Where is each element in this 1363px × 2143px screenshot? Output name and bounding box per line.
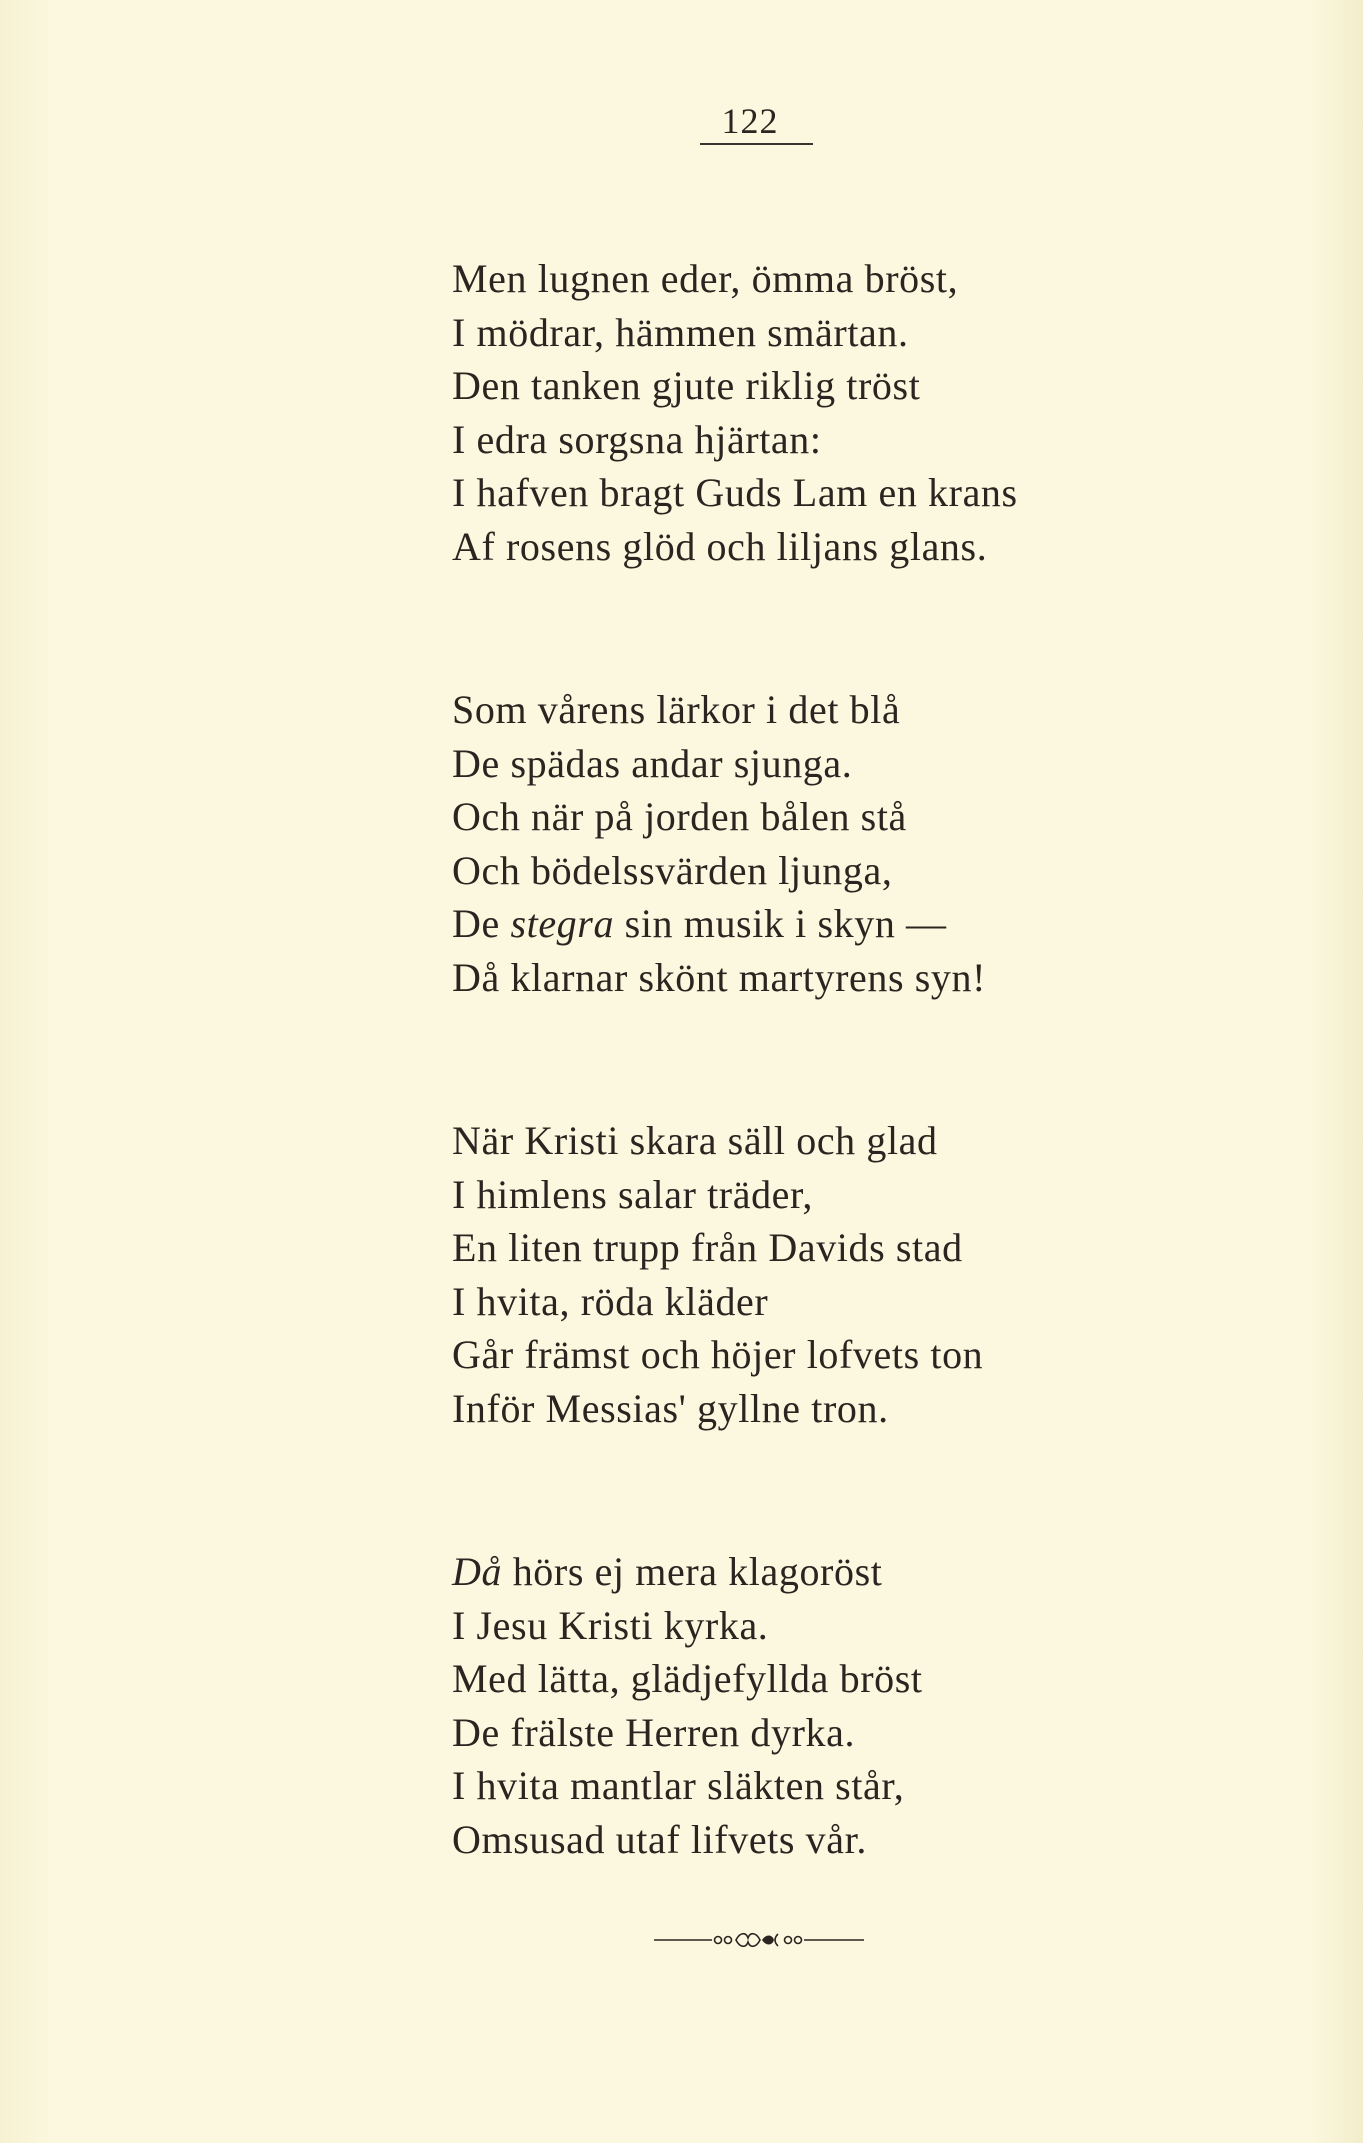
poem-line <box>452 1545 1292 1599</box>
page-number-rule <box>700 143 813 145</box>
stanza-1 <box>452 252 1292 573</box>
stanza-3 <box>452 1114 1292 1435</box>
poem-line: Inför Messias' gyllne tron. <box>452 1385 889 1431</box>
page-number: 122 <box>721 101 779 141</box>
poem <box>452 252 1292 1976</box>
poem-line: I edra sorgsna hjärtan: <box>452 416 822 462</box>
poem-line: I hvita, röda kläder <box>452 1278 769 1324</box>
poem-line: Som vårens lärkor i det blå <box>452 687 901 732</box>
poem-line: I hvita mantlar släkten står, <box>452 1763 905 1808</box>
poem-line: I mödrar, hämmen smärtan. <box>452 309 909 355</box>
poem-line: Af rosens glöd och liljans glans. <box>452 523 988 569</box>
italic-word: stegra <box>510 901 615 946</box>
poem-line: Med lätta, glädjefyllda bröst <box>452 1656 923 1701</box>
poem-line: Går främst och höjer lofvets ton <box>452 1332 984 1377</box>
stanza-2 <box>452 683 1292 1004</box>
poem-line: En liten trupp från Davids stad <box>452 1225 963 1270</box>
poem-line: Omsusad utaf lifvets vår. <box>452 1816 867 1862</box>
ornamental-divider-icon <box>650 1928 870 1952</box>
poem-line: Då klarnar skönt martyrens syn! <box>452 954 987 1000</box>
line-text-pre: De <box>452 901 511 946</box>
poem-line <box>452 897 1292 951</box>
poem-line: När Kristi skara säll och glad <box>452 1118 938 1163</box>
poem-line: De spädas andar sjunga. <box>452 740 853 786</box>
line-text-post: sin musik i skyn — <box>614 901 947 946</box>
poem-line: Och när på jorden bålen stå <box>452 794 907 839</box>
poem-line: Och bödelssvärden ljunga, <box>452 847 893 893</box>
poem-line: I Jesu Kristi kyrka. <box>452 1602 769 1648</box>
poem-line: I himlens salar träder, <box>452 1171 813 1217</box>
poem-line: Den tanken gjute riklig tröst <box>452 363 921 408</box>
poem-line: De frälste Herren dyrka. <box>452 1709 856 1755</box>
italic-word: Då <box>452 1549 503 1594</box>
stanza-4 <box>452 1545 1292 1866</box>
poem-line: Men lugnen eder, ömma bröst, <box>452 256 959 301</box>
line-text-post: hörs ej mera klagoröst <box>502 1549 883 1594</box>
poem-line: I hafven bragt Guds Lam en krans <box>452 470 1018 515</box>
